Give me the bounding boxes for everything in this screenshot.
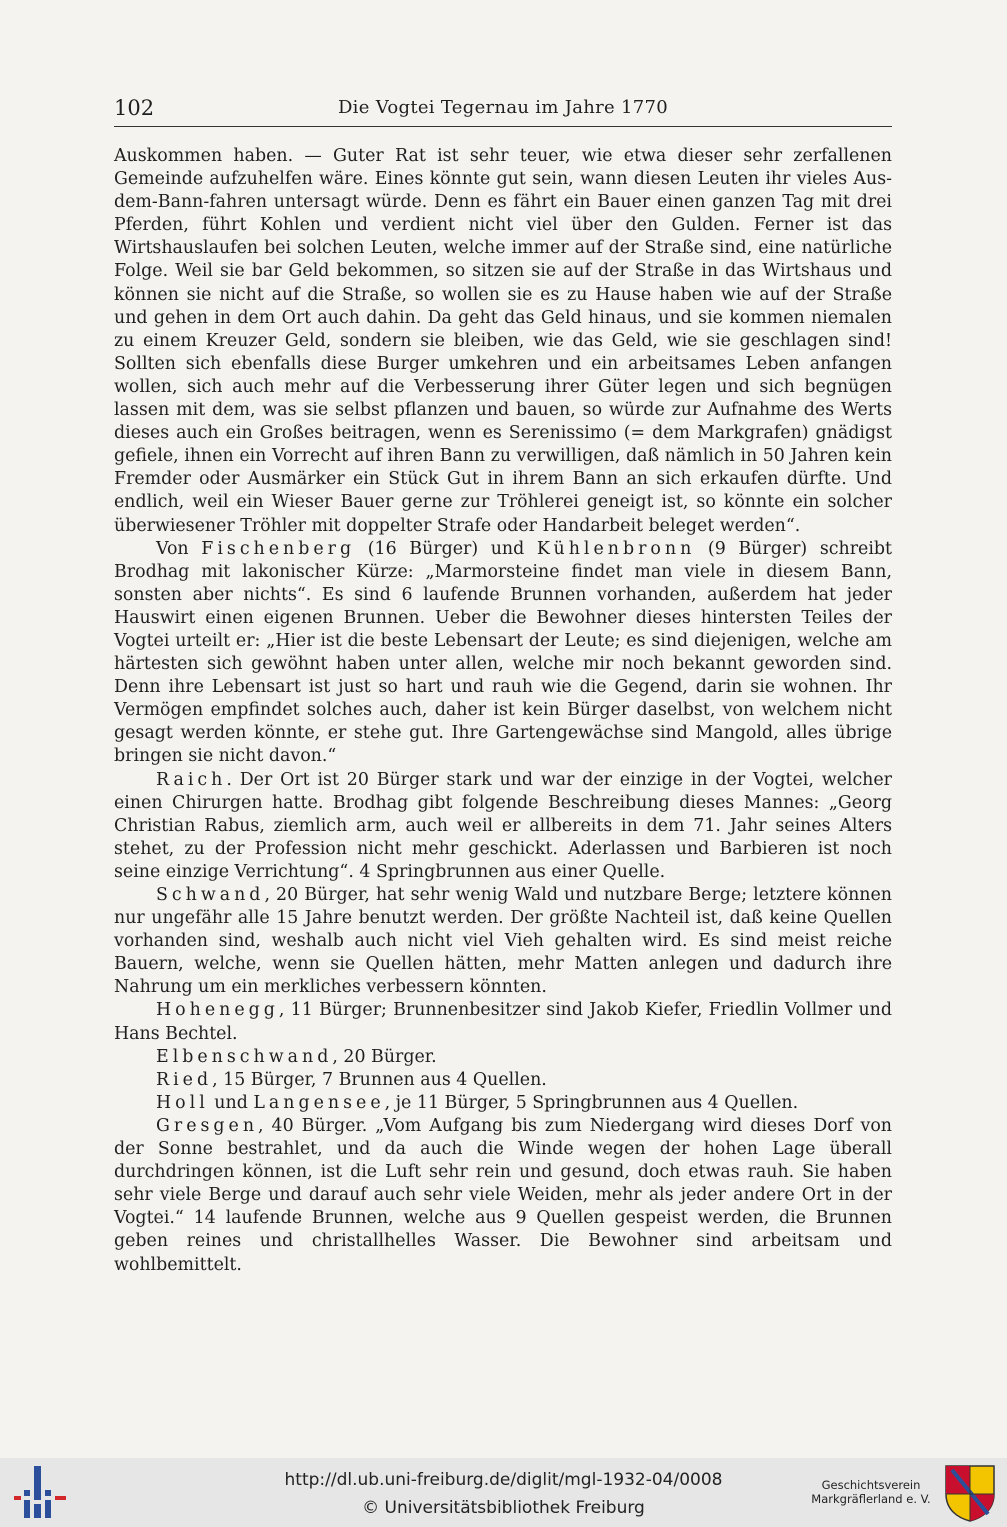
body-text (114, 145, 892, 1277)
page-header (114, 92, 892, 127)
place-name: Hohenegg (156, 1000, 279, 1021)
paragraph-text: Von (156, 538, 202, 559)
paragraph (114, 145, 892, 538)
paragraph (114, 1115, 892, 1277)
paragraph (114, 538, 892, 769)
paragraph-text: und (208, 1092, 254, 1113)
paragraph-text: , 40 Bürger. „Vom Aufgang bis zum Niedergang wird dieses Dorf von der Sonne bestrahlet, und da auch die Winde wegen der hohen Lage überall durchdringen können, ist die Luft sehr rein und gesund, doch etwas rauh. Sie haben sehr viele Berge und darauf auch sehr viele Weiden, mehr als jeder andere Ort in der Vogtei.“ 14 laufende Brunnen, welche aus 9 Quellen gespeist werden, die Brunnen geben reines und christallhelles Wasser. Die Bewohner sind arbeitsam und wohlbemittelt. (114, 1115, 892, 1275)
society-line-1: Geschichtsverein (821, 1478, 921, 1492)
place-name: Fischenberg (201, 538, 356, 559)
paragraph-text: Auskommen haben. — Guter Rat ist sehr teuer, wie etwa dieser sehr zerfallenen Gemeinde aufzuhelfen wäre. Eines könnte gut sein, wann diesen Leuten ihr vieles Aus-dem-Bann-fahren untersagt würde. Denn es fährt ein Bauer einen ganzen Tag mit drei Pferden, führt Kohlen und verdient nicht viel über den Gulden. Ferner ist das Wirtshauslaufen bei solchen Leuten, welche immer auf der Straße sind, eine natürliche Folge. Weil sie bar Geld bekommen, so sitzen sie auf der Straße in das Wirtshaus und können sie nicht auf die Straße, so wollen sie es zu Hause haben wie auf der Straße und gehen in dem Ort auch dahin. Da geht das Geld hinaus, und sie kommen niemalen zu einem Kreuzer Geld, sondern sie bleiben, wie das Geld, wie sie geschlagen sind! Sollten sich ebenfalls diese Burger umkehren und ein arbeitsames Leben anfangen wollen, sich auch mehr auf die Verbesserung ihrer Güter legen und sich begnügen lassen mit dem, was sie selbst pflanzen und bauen, so würde zur Aufnahme des Werts dieses auch ein Großes beitragen, wenn es Serenissimo (= dem Markgrafen) gnädigst gefiele, ihnen ein Vorrecht auf ihren Bann zu verwilligen, daß nämlich in 50 Jahren kein Fremder oder Ausmärker ein Stück Gut in ihrem Bann an sich erkaufen dürfte. Und endlich, weil ein Wieser Bauer gerne zur Tröhlerei geneigt ist, so könnte ein solcher überwiesener Tröhler mit doppelter Strafe oder Handarbeit beleget werden“. (114, 146, 892, 536)
paragraph (114, 884, 892, 999)
place-name: Schwand (156, 885, 265, 905)
paragraph-text: . Der Ort ist 20 Bürger stark und war der einzige in der Vogtei, welcher einen Chirurgen hatte. Brodhag gibt folgende Beschreibung dieses Mannes: „Georg Christian Rabus, ziemlich arm, auch weil er allbereits in dem 71. Jahr seines Alters stehet, zu der Profession nicht mehr geschickt. Aderlassen und Barbieren ist noch seine einzige Verrichtung“. 4 Springbrunnen aus einer Quelle. (114, 769, 892, 882)
coat-of-arms-icon (944, 1464, 996, 1522)
society-name (806, 1478, 936, 1506)
paragraph (114, 999, 892, 1045)
place-name: Langensee (253, 1092, 385, 1113)
place-name: Ried (156, 1069, 213, 1090)
paragraph-text: , 20 Bürger, hat sehr wenig Wald und nutzbare Berge; letztere können nur ungefähr alle 15 Jahre benutzt werden. Der größte Nachteil ist, daß keine Quellen vorhanden sind, weshalb auch nicht viel Vieh gehalten wird. Es sind meist reiche Bauern, welche, wenn sie Quellen hätten, mehr Matten anlegen und dadurch ihre Nahrung um ein merkliches verbessern könnten. (114, 885, 892, 998)
place-name: Kühlenbronn (536, 538, 696, 559)
paragraph-text: , 11 Bürger; Brunnenbesitzer sind Jakob Kiefer, Friedlin Vollmer und Hans Bechtel. (114, 1000, 892, 1044)
footer-bar (0, 1458, 1007, 1527)
place-name: Elbenschwand (156, 1046, 333, 1067)
society-line-2: Markgräflerland e. V. (811, 1492, 931, 1506)
paragraph (114, 1069, 892, 1092)
paragraph-text: , 15 Bürger, 7 Brunnen aus 4 Quellen. (212, 1069, 547, 1090)
place-name: Holl (156, 1092, 209, 1113)
paragraph-text: , je 11 Bürger, 5 Springbrunnen aus 4 Quellen. (384, 1092, 799, 1113)
page-number: 102 (114, 96, 155, 120)
paragraph-text: , 20 Bürger. (332, 1046, 437, 1067)
paragraph-text: (16 Bürger) und (355, 538, 537, 559)
footer-copyright: © Universitätsbibliothek Freiburg (362, 1498, 645, 1518)
place-name: Raich (156, 769, 227, 790)
paragraph-text: (9 Bürger) schreibt Brodhag mit lakonischer Kürze: „Marmorsteine findet man viele in diesem Bann, sonsten aber nichts“. Es sind 6 laufende Brunnen vorhanden, außerdem hat jeder Hauswirt einen eigenen Brunnen. Ueber die Bewohner dieses hintersten Teiles der Vogtei urteilt er: „Hier ist die beste Lebensart der Leute; es sind diejenigen, welche am härtesten sich gewöhnt haben unter allen, welche mir noch bekannt geworden sind. Denn ihre Lebensart ist just so hart und rauh wie die Gegend, darin sie wohnen. Ihr Vermögen empfindet solches auch, daher ist kein Bürger daselbst, von welchem nicht gesagt werden könnte, er stehe gut. Ihre Gartengewächse sind Mangold, alles übrige bringen sie nicht davon.“ (114, 538, 892, 767)
place-name: Gresgen (156, 1115, 259, 1136)
footer-url[interactable]: http://dl.ub.uni-freiburg.de/diglit/mgl-1932-04/0008 (284, 1470, 723, 1490)
paragraph (114, 769, 892, 884)
running-title: Die Vogtei Tegernau im Jahre 1770 (337, 97, 669, 118)
paragraph (114, 1046, 892, 1069)
paragraph (114, 1092, 892, 1115)
